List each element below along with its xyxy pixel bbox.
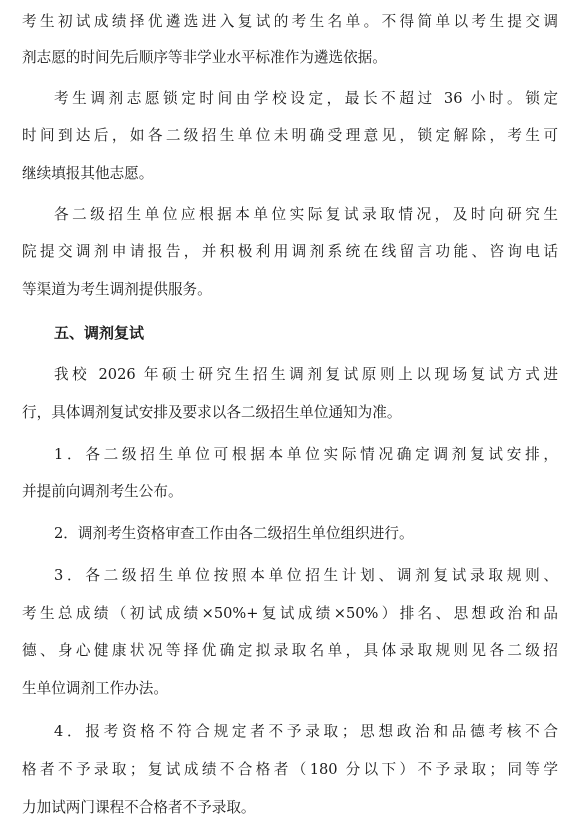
list-item-line: 德、身心健康状况等择优确定拟录取名单，具体录取规则见各二级招 [22, 642, 558, 659]
list-item-line: 力加试两门课程不合格者不予录取。 [22, 799, 256, 816]
paragraph-line: 等渠道为考生调剂提供服务。 [22, 281, 212, 298]
paragraph-line: 时间到达后，如各二级招生单位未明确受理意见，锁定解除，考生可 [22, 127, 558, 144]
paragraph-line: 我校 2026 年硕士研究生招生调剂复试原则上以现场复试方式进 [54, 366, 558, 383]
list-item-line: 考生总成绩（初试成绩×50%+复试成绩×50%）排名、思想政治和品 [22, 605, 558, 622]
list-item-line: 生单位调剂工作办法。 [22, 680, 168, 697]
paragraph-line: 考生初试成绩择优遴选进入复试的考生名单。不得简单以考生提交调 [22, 13, 558, 30]
paragraph-line: 行，具体调剂复试安排及要求以各二级招生单位通知为准。 [22, 404, 402, 421]
list-item-line: 4．报考资格不符合规定者不予录取；思想政治和品德考核不合 [54, 723, 558, 740]
paragraph-line: 剂志愿的时间先后顺序等非学业水平标准作为遴选依据。 [22, 49, 387, 66]
list-item-line: 1．各二级招生单位可根据本单位实际情况确定调剂复试安排， [54, 446, 558, 463]
paragraph-line: 考生调剂志愿锁定时间由学校设定，最长不超过 36 小时。锁定 [54, 90, 558, 107]
paragraph-line: 各二级招生单位应根据本单位实际复试录取情况，及时向研究生 [54, 206, 558, 223]
list-item-line: 2．调剂考生资格审查工作由各二级招生单位组织进行。 [54, 525, 414, 542]
paragraph-line: 继续填报其他志愿。 [22, 165, 154, 182]
list-item-line: 格者不予录取；复试成绩不合格者（180 分以下）不予录取；同等学 [22, 761, 558, 778]
section-heading: 五、调剂复试 [54, 324, 145, 342]
paragraph-line: 院提交调剂申请报告，并积极利用调剂系统在线留言功能、咨询电话 [22, 243, 558, 260]
list-item-line: 并提前向调剂考生公布。 [22, 483, 183, 500]
list-item-line: 3．各二级招生单位按照本单位招生计划、调剂复试录取规则、 [54, 567, 558, 584]
